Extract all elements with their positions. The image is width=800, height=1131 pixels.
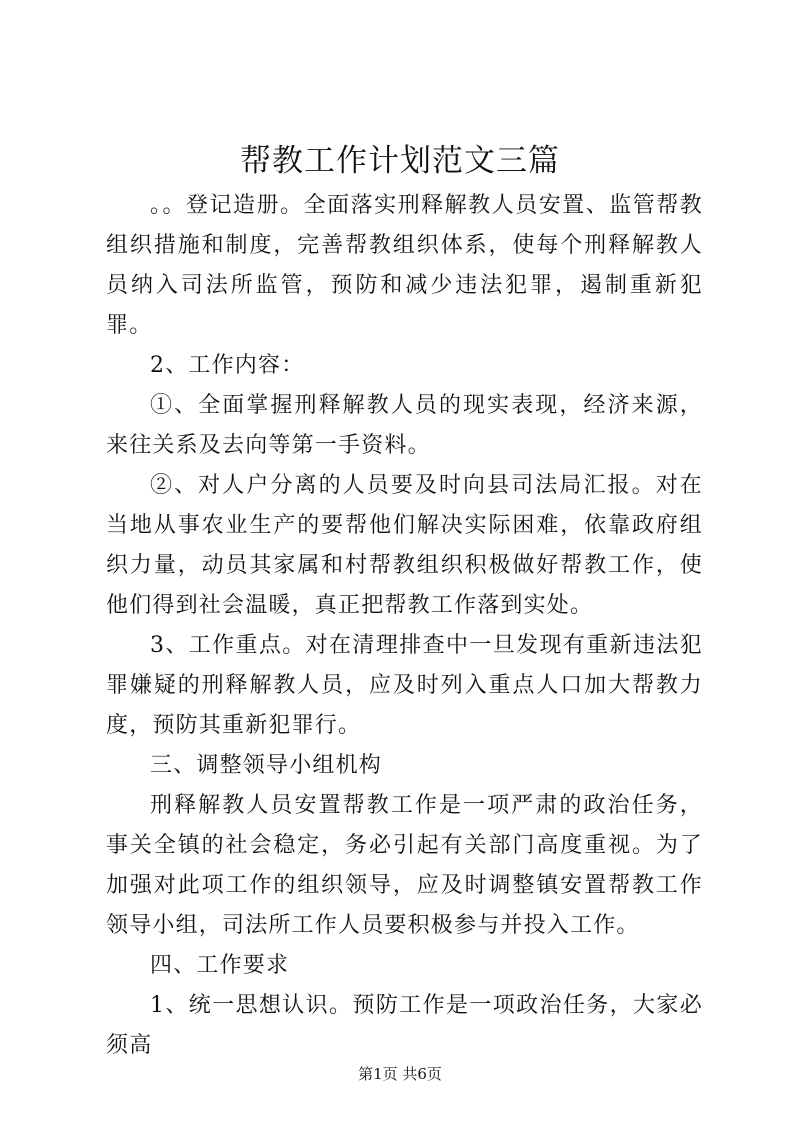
- paragraph-work-content-heading: 2、工作内容：: [150, 353, 305, 378]
- document-title: 帮教工作计划范文三篇: [240, 143, 560, 179]
- paragraph-registration: 。。登记造册。全面落实刑释解教人员安置、监管帮教组织措施和制度，完善帮教组织体系，使每个刑释解教人员纳入司法所监管，预防和减少违法犯罪，遏制重新犯罪。: [106, 193, 703, 338]
- paragraph-item-1: ①、全面掌握刑释解教人员的现实表现，经济来源，来往关系及去向等第一手资料。: [106, 393, 703, 458]
- paragraph-work-focus: 3、工作重点。对在清理排查中一旦发现有重新违法犯罪嫌疑的刑释解教人员，应及时列入重点人口加大帮教力度，预防其重新犯罪行。: [106, 633, 703, 738]
- paragraph-item-2: ②、对人户分离的人员要及时向县司法局汇报。对在当地从事农业生产的要帮他们解决实际困难，依靠政府组织力量，动员其家属和村帮教组织积极做好帮教工作，使他们得到社会温暖，真正把帮教工作落到实处。: [106, 473, 703, 618]
- section-heading-adjust-leadership: 三、调整领导小组机构: [150, 753, 383, 778]
- section-heading-work-requirements: 四、工作要求: [150, 953, 290, 978]
- paragraph-leadership: 刑释解教人员安置帮教工作是一项严肃的政治任务，事关全镇的社会稳定，务必引起有关部门高度重视。为了加强对此项工作的组织领导，应及时调整镇安置帮教工作领导小组，司法所工作人员要积极参与并投入工作。: [106, 793, 703, 938]
- page-footer: 第1页 共6页: [358, 1065, 442, 1083]
- paragraph-unify-thinking: 1、统一思想认识。预防工作是一项政治任务，大家必须高: [106, 993, 703, 1058]
- document-body: [106, 186, 703, 1066]
